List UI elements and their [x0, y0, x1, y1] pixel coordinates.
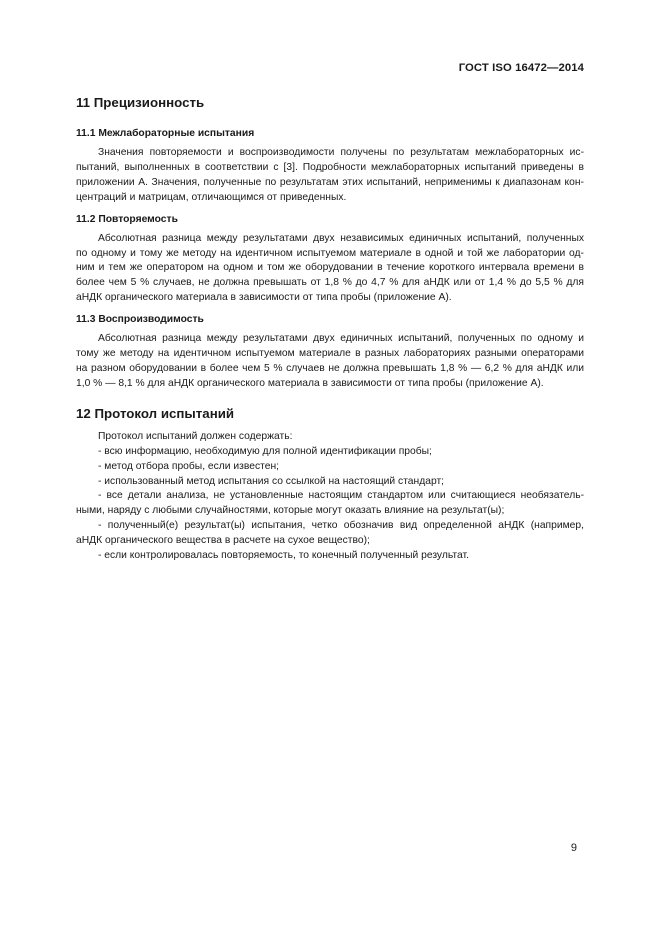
section-11-1-title: 11.1 Межлабораторные испытания [76, 128, 255, 139]
text-line: приложении А. Значения, полученные по результатам этих испытаний, неприменимы к диапазонам кон- [76, 176, 584, 188]
section-11-1-text [76, 146, 584, 206]
text-line: Значения повторяемости и воспроизводимости получены по результатам межлабораторных ис- [98, 147, 584, 158]
page-content [76, 92, 584, 564]
text-line: Абсолютная разница между результатами двух единичных испытаний, полученных по одному и [98, 333, 584, 345]
section-11-2-title: 11.2 Повторяемость [76, 213, 178, 225]
section-11-3-text [76, 332, 584, 392]
text-line: более чем 5 % случаев, не должна превышать от 1,8 % до 4,7 % для аНДК или от 1,4 % до 5,5 % для [76, 277, 584, 289]
text-line: Абсолютная разница между результатами двух независимых единичных испытаний, полученных [98, 232, 584, 244]
text-line: ными, наряду с любыми случайностями, которые могут оказать влияние на результат(ы); [76, 505, 505, 517]
text-line: на разном оборудовании в более чем 5 % случаев не должна превышать 1,8 % — 6,2 % для аНДК или [76, 362, 584, 374]
list-item: - использованный метод испытания со ссылкой на настоящий стандарт; [98, 475, 445, 487]
text-line: ним и тем же оператором на одном и том же оборудовании в течение короткого интервала времени в [76, 262, 584, 274]
list-item: - всю информацию, необходимую для полной идентификации пробы; [98, 445, 432, 457]
text-line: тому же методу на идентичном испытуемом материале в разных лабораториях разными операторами [76, 348, 584, 360]
section-12-title: 12 Протокол испытаний [76, 405, 235, 421]
section-12-text [76, 430, 584, 564]
text-line: аНДК органического вещества в расчете на сухое вещество); [76, 535, 370, 547]
section-11-title: 11 Прецизионность [76, 95, 205, 110]
page-number: 9 [570, 842, 577, 854]
text-line: пытаний, выполненных в соответствии с [3]. Подробности межлабораторных испытаний приведены в [76, 161, 584, 173]
list-item: - если контролировалась повторяемость, то конечный полученный результат. [98, 550, 469, 562]
text-line: по одному и тому же методу на идентичном испытуемом материале в одной и той же лаборатории од- [76, 247, 584, 259]
text-line: аНДК органического материала в зависимости от типа пробы (приложение А). [76, 292, 452, 304]
section-11-2-text [76, 232, 584, 307]
text-line: Протокол испытаний должен содержать: [98, 430, 293, 442]
list-item: - все детали анализа, не установленные настоящим стандартом или считающиеся необязатель- [98, 490, 584, 502]
list-item: - полученный(е) результат(ы) испытания, четко обозначив вид определенной аНДК (например, [98, 520, 584, 532]
standard-header: ГОСТ ISO 16472—2014 [458, 62, 584, 74]
text-line: 1,0 % — 8,1 % для аНДК органического материала в зависимости от типа пробы (приложение А). [76, 377, 544, 389]
section-11-3-title: 11.3 Воспроизводимость [76, 314, 204, 326]
text-line: центраций и матрицам, отличающимся от приведенных. [76, 191, 347, 203]
list-item: - метод отбора пробы, если известен; [98, 460, 279, 472]
